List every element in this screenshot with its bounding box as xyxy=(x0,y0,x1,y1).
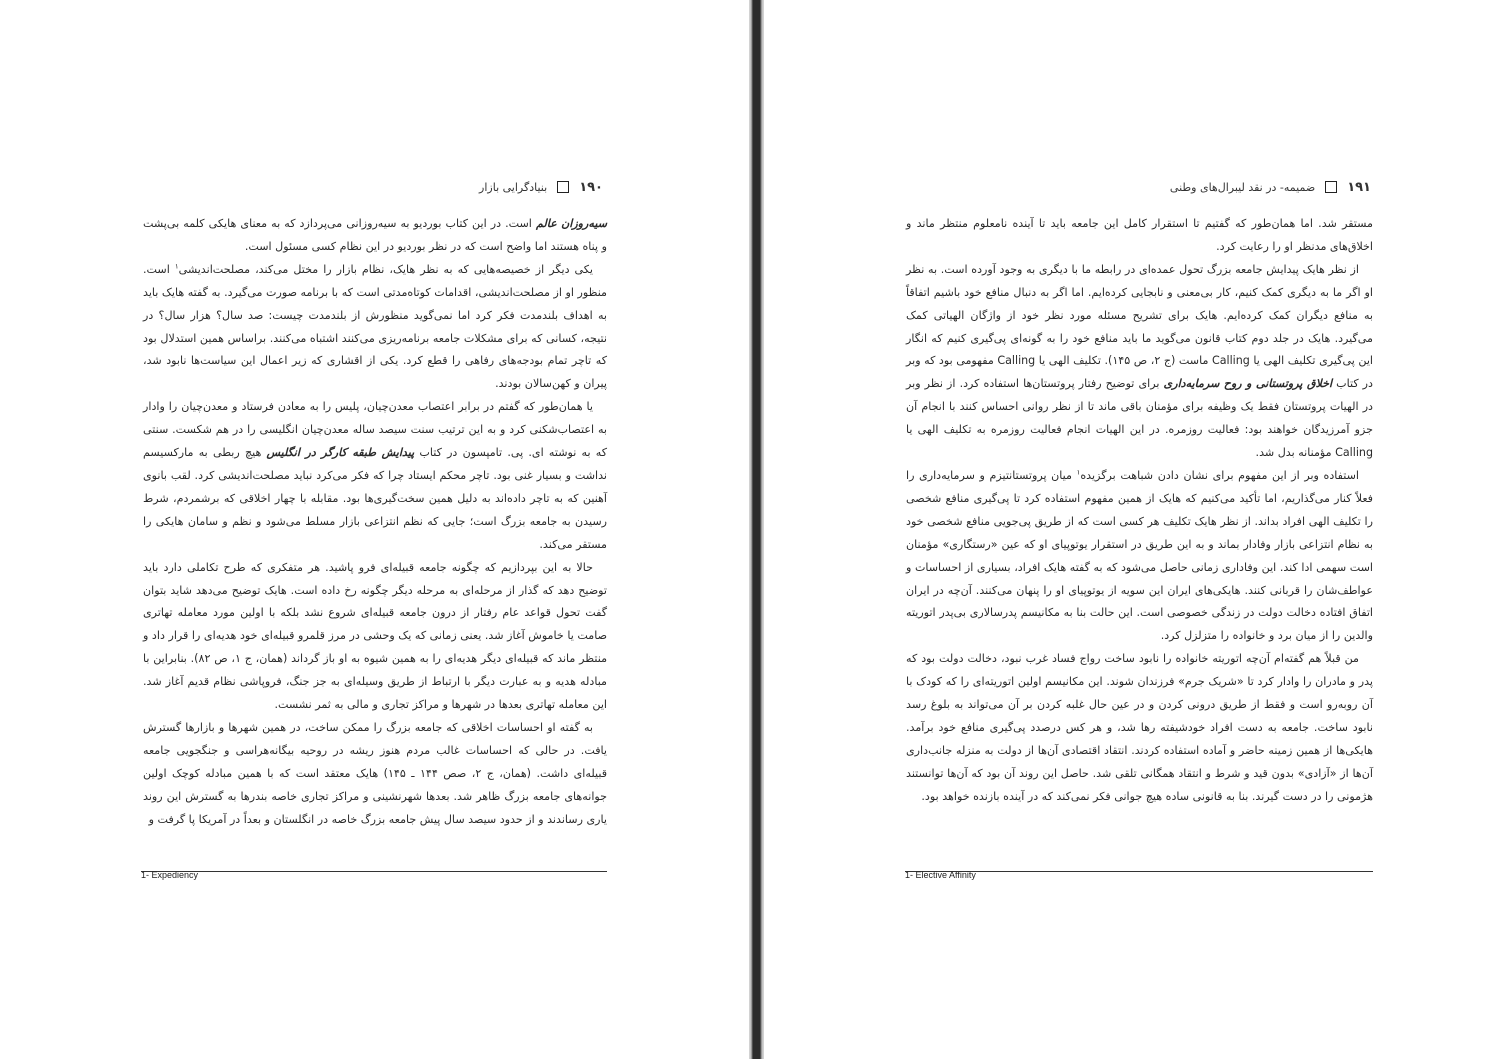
paragraph: حالا به این بپردازیم که چگونه جامعه قبیله‌ای فرو پاشید. هر متفکری که طرح تکاملی دارد باید توضیح دهد که گذار از مرحله‌ای به مرحله دیگر چگونه رخ داده است. هایک توضیح می‌دهد شاید بتوان گفت تحول قواعد عام رفتار از درون جامعه قبیله‌ای شروع نشد بلکه با اولین مورد معامله تهاتری صامت یا خاموش آغاز شد. یعنی زمانی که یک وحشی در مرز قلمرو قبیله‌ای خود هدیه‌ای را قرار داد و منتظر ماند که قبیله‌ای دیگر هدیه‌ای را به همین شیوه به او باز گرداند (همان، ج ۱، ص ۸۲). بنابراین با مبادله هدیه و به عبارت دیگر با ارتباط از طریق وسیله‌ای به جز جنگ، فروپاشی نظام قدیم آغاز شد. این معامله تهاتری بعدها در شهرها و مراکز تجاری و مالی به ثمر نشست. xyxy=(143,560,608,712)
footnote-marker: ۱ xyxy=(174,262,179,271)
footnote: 1- Expediency xyxy=(141,870,199,880)
running-head: بنیادگرایی بازار xyxy=(479,180,548,194)
paragraph: یا همان‌طور که گفتم در برابر اعتصاب معدن‌چیان، پلیس را به معادن فرستاد و معدن‌چیان را وادار به اعتصاب‌شکنی کرد و به این ترتیب سنت سیصد ساله معدن‌چیان انگلیسی را در هم شکست. سنتی که به نوشته ای. پی. تامپسون در کتاب پیدایش طبقه کارگر در انگلیس هیچ ربطی به مارکسیسم نداشت و بسیار غنی بود. تاچر محکم ایستاد چرا که فکر می‌کرد نباید مصلحت‌اندیشی کرد. لقب بانوی آهنین که به تاچر داده‌اند به دلیل همین سخت‌گیری‌ها بود. مقابله با چهار اخلاقی که برشمردم، شرط رسیدن به جامعه بزرگ است؛ جایی که نظم انتزاعی بازار مسلط می‌شود و نظم و سامان هایکی را مستقر می‌کند. xyxy=(143,400,607,551)
paragraph: استفاده وبر از این مفهوم برای نشان دادن شباهت برگزیده$^۱$ میان پروتستانتیزم و سرمایه‌داری را فعلاً کنار می‌گذاریم، اما تأکید می‌کنیم که هایک از همین مفهوم استفاده کرد تا پی‌گیری منافع شخصی را تکلیف الهی افراد بداند. از نظر هایک تکلیف هر کسی است که از طریق پی‌جویی منافع شخصی خود به نظام انتزاعی بازار وفادار بماند و به این طریق در استقرار یوتوپیای او که عین «رستگاری» مؤمنان است سهمی ادا کند. این وفاداری زمانی حاصل می‌شود که به گفته هایک افراد، بسیاری از احساسات و عواطف‌شان را قربانی کنند. هایکی‌های ایران این سویه از یوتوپیای او را پنهان می‌کنند. آن‌چه در ایران اتفاق افتاده دخالت دولت در زندگی خصوصی است. این حالت بنا به مکانیسم پدرسالاری بی‌پدر اتوریته والدین را از میان برد و خانواده را متزلزل کرد. xyxy=(906,468,1373,643)
footnote: 1- Elective Affinity xyxy=(905,870,976,880)
paragraph: مستقر شد. اما همان‌طور که گفتیم تا استقرار کامل این جامعه باید تا آینده نامعلوم منتظر ماند و اخلاق‌های مدنظر او را رعایت کرد. xyxy=(906,217,1373,253)
body-text xyxy=(143,213,607,831)
footnote-divider xyxy=(141,871,607,872)
body-text xyxy=(906,213,1373,809)
paragraph: به گفته او احساسات اخلاقی که جامعه بزرگ را ممکن ساخت، در همین شهرها و بازارها گسترش یافت. در حالی که احساسات غالب مردم هنوز ریشه در روحیه بیگانه‌هراسی و جنگجویی جامعه قبیله‌ای داشت. (همان، ج ۲، صص ۱۴۴ ـ ۱۴۵) هایک معتقد است که با همین مبادله کوچک اولین جوانه‌های جامعه بزرگ ظاهر شد. بعدها شهرنشینی و مراکز تجاری خاصه بندرها به گسترش این روند یاری رساندند و از حدود سیصد سال پیش جامعه بزرگ خاصه در انگلستان و بعداً در آمریکا پا گرفت و xyxy=(143,720,607,826)
page-header xyxy=(479,178,603,196)
page-header xyxy=(1170,178,1371,196)
paragraph: سیه‌روزان عالم است. در این کتاب بوردیو به سیه‌روزانی می‌پردازد که به معنای هایکی کلمه بی‌پشت و پناه هستند اما واضح است که در نظر بوردیو در این نظام کسی مسئول است. xyxy=(143,217,607,253)
running-head: ضمیمه- در نقد لیبرال‌های وطنی xyxy=(1169,180,1316,194)
book-spine-divider xyxy=(749,0,764,1059)
paragraph: از نظر هایک پیدایش جامعه بزرگ تحول عمده‌ای در رابطه ما با دیگری به وجود آورده است. به نظر او اگر ما به دیگری کمک کنیم، کار بی‌معنی و نابجایی کرده‌ایم. اما اگر به دنبال منافع خود باشیم اتفاقاً به منافع دیگران کمک کرده‌ایم. هایک برای تشریح مسئله مورد نظر خود از واژگان الهیاتی کمک می‌گیرد. هایک در جلد دوم کتاب قانون می‌گوید ما باید منافع خود را به گونه‌ای پی‌گیری کنیم که انگار این پی‌گیری تکلیف الهی یا Calling ماست (ج ۲، ص ۱۴۵). تکلیف الهی یا Calling مفهومی بود که وبر در کتاب اخلاق پروتستانی و روح سرمایه‌داری برای توضیح رفتار پروتستان‌ها استفاده کرد. از نظر وبر در الهیات پروتستان فقط یک وظیفه برای مؤمنان باقی ماند تا از نظر روانی احساس کنند با انجام آن جزو آمرزیدگان خواهند بود: فعالیت روزمره. در این الهیات انجام فعالیت روزمره به تکلیف الهی یا Calling مؤمنانه بدل شد. xyxy=(906,262,1374,460)
paragraph: من قبلاً هم گفته‌ام آن‌چه اتوریته خانواده را نابود ساخت رواج فساد غرب نبود، دخالت دولت بود که پدر و مادران را وادار کرد تا «شریک جرم» فرزندان شوند. این مکانیسم اولین اتوریته‌ای را که کودک با آن روبه‌رو است و فقط از طریق درونی کردن و در عین حال غلبه کردن بر آن می‌تواند به بلوغ رسد نابود ساخت. جامعه به دست افراد خودشیفته رها شد، و هر کس درصدد پی‌گیری منافع خود برآمد. هایکی‌ها از همین زمینه حاضر و آماده استفاده کردند. انتقاد اقتصادی آن‌ها از دولت به منزله جانب‌داری آن‌ها از «آزادی» بدون قید و شرط و انتقاد همگانی تلقی شد. حاصل این روند آن بود که آن‌ها توانستند هژمونی را در دست گیرند. بنا به قانونی ساده هیچ جوانی فکر نمی‌کند که در آینده بازنده خواهد بود. xyxy=(906,652,1373,803)
page-number: ۱۹۰ xyxy=(579,179,603,195)
book-title: اخلاق پروتستانی و روح سرمایه‌داری xyxy=(1163,377,1333,391)
page-number: ۱۹۱ xyxy=(1347,179,1371,195)
left-page xyxy=(0,0,749,1059)
header-square-icon xyxy=(1325,181,1337,193)
header-square-icon xyxy=(557,181,569,193)
emphasis-term: سیه‌روزان عالم xyxy=(535,217,607,230)
book-title: پیدایش طبقه کارگر در انگلیس xyxy=(266,446,415,460)
paragraph: یکی دیگر از خصیصه‌هایی که به نظر هایک، نظام بازار را مختل می‌کند، مصلحت‌اندیشی$^۱$ است. منظور او از مصلحت‌اندیشی، اقدامات کوتاه‌مدتی است که با برنامه صورت می‌گیرد. به گفته هایک باید به اهداف بلندمدت فکر کرد اما نمی‌گوید منظورش از بلندمدت چیست: صد سال؟ هزار سال؟ در نتیجه، کسانی که برای مشکلات جامعه برنامه‌ریزی می‌کنند اشتباه می‌کنند. براساس همین استدلال بود که تاچر تمام بودجه‌های رفاهی را قطع کرد. یکی از اقشاری که زیر اعمال این سیاست‌ها نابود شد، پیران و کهن‌سالان بودند. xyxy=(143,262,607,391)
right-page xyxy=(764,0,1512,1059)
footnote-marker: ۱ xyxy=(1076,468,1081,477)
